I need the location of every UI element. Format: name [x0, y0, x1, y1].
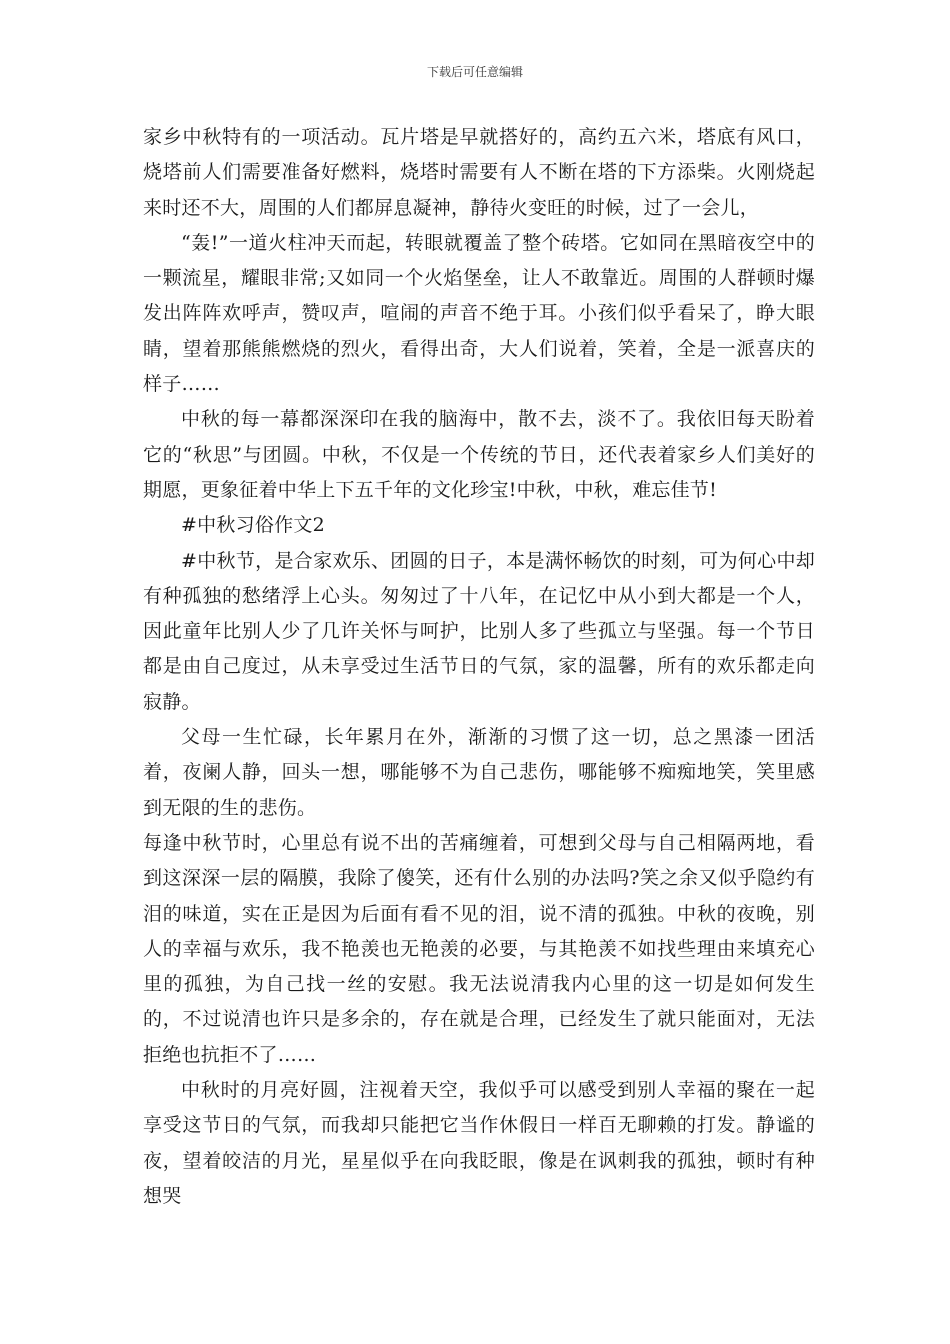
section-heading: #中秋习俗作文2: [181, 514, 326, 537]
paragraph-4: #中秋节，是合家欢乐、团圆的日子，本是满怀畅饮的时刻，可为何心中却有种孤独的愁绪浮上心头。匆匆过了十八年，在记忆中从小到大都是一个人，因此童年比别人少了几许关怀与呵护，比别人多了些孤立与坚强。每一个节日都是由自己度过，从未享受过生活节日的气氛，家的温馨，所有的欢乐都走向寂静。: [143, 549, 815, 713]
document-body: [143, 120, 815, 1214]
page-header: 下载后可任意编辑: [426, 65, 523, 79]
paragraph-2: “轰!”一道火柱冲天而起，转眼就覆盖了整个砖塔。它如同在黑暗夜空中的一颗流星，耀眼非常;又如同一个火焰堡垒，让人不敢靠近。周围的人群顿时爆发出阵阵欢呼声，赞叹声，喧闹的声音不绝于耳。小孩们似乎看呆了，睁大眼睛，望着那熊熊燃烧的烈火，看得出奇，大人们说着，笑着，全是一派喜庆的样子……: [143, 231, 815, 396]
paragraph-1: 家乡中秋特有的一项活动。瓦片塔是早就搭好的，高约五六米，塔底有风口，烧塔前人们需要准备好燃料，烧塔时需要有人不断在塔的下方添柴。火刚烧起来时还不大，周围的人们都屏息凝神，静待火变旺的时候，过了一会儿，: [143, 126, 815, 219]
paragraph-7: 中秋时的月亮好圆，注视着天空，我似乎可以感受到别人幸福的聚在一起享受这节日的气氛，而我却只能把它当作休假日一样百无聊赖的打发。静谧的夜，望着皎洁的月光，星星似乎在向我眨眼，像是在讽刺我的孤独，顿时有种想哭: [143, 1079, 815, 1207]
paragraph-3: 中秋的每一幕都深深印在我的脑海中，散不去，淡不了。我依旧每天盼着它的“秋思”与团圆。中秋，不仅是一个传统的节日，还代表着家乡人们美好的期愿，更象征着中华上下五千年的文化珍宝!中秋，中秋，难忘佳节!: [143, 408, 815, 501]
paragraph-6: 每逢中秋节时，心里总有说不出的苦痛缠着，可想到父母与自己相隔两地，看到这深深一层的隔膜，我除了傻笑，还有什么别的办法吗?笑之余又似乎隐约有泪的味道，实在正是因为后面有看不见的泪，说不清的孤独。中秋的夜晚，别人的幸福与欢乐，我不艳羡也无艳羡的必要，与其艳羡不如找些理由来填充心里的孤独，为自己找一丝的安慰。我无法说清我内心里的这一切是如何发生的，不过说清也许只是多余的，存在就是合理，已经发生了就只能面对，无法拒绝也抗拒不了……: [143, 831, 815, 1066]
paragraph-5: 父母一生忙碌，长年累月在外，渐渐的习惯了这一切，总之黑漆一团活着，夜阑人静，回头一想，哪能够不为自己悲伤，哪能够不痴痴地笑，笑里感到无限的生的悲伤。: [143, 726, 815, 819]
